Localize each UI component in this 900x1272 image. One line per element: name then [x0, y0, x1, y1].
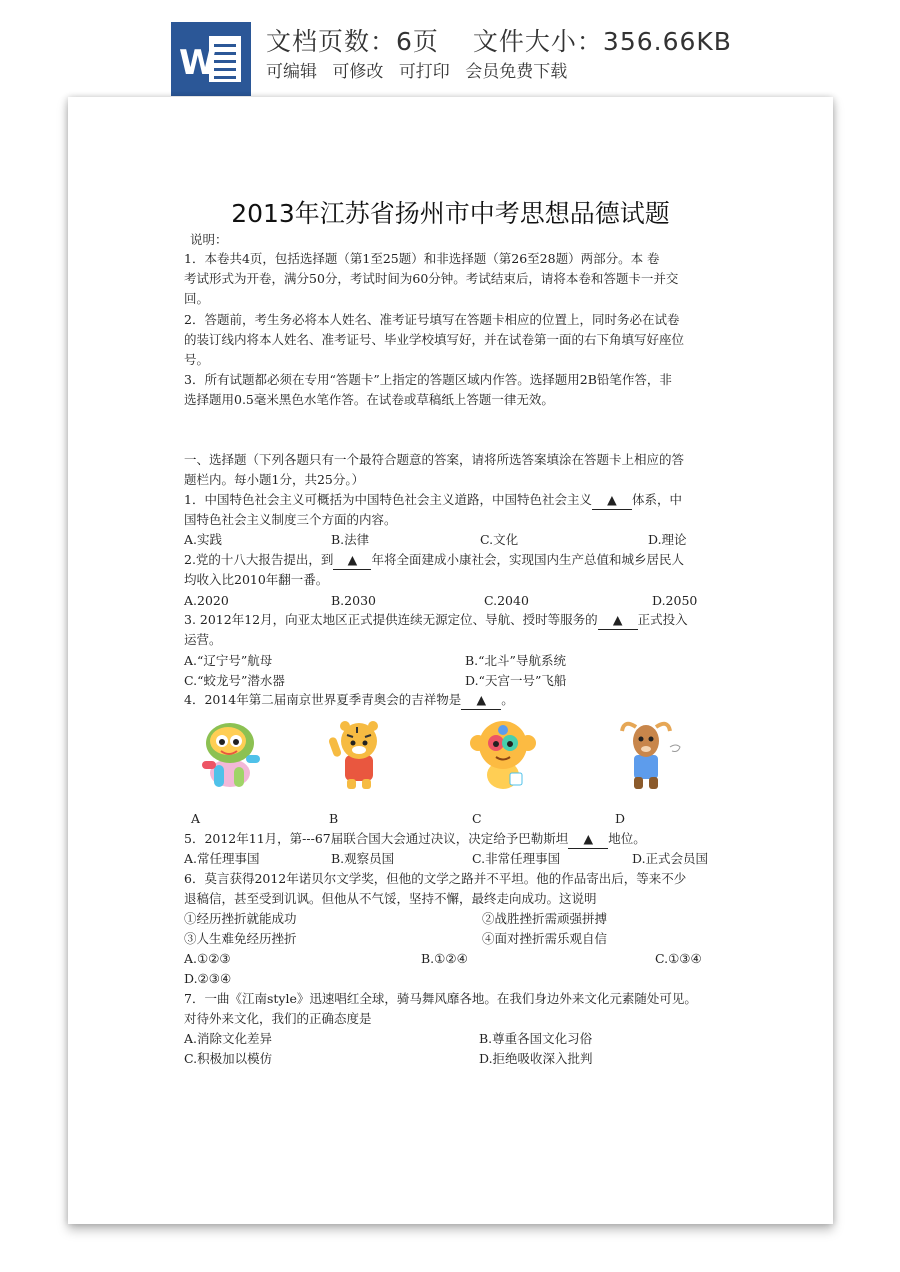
q3-line-1: 3. 2012年12月，向亚太地区正式提供连续无源定位、导航、授时等服务的 ▲ 正式投入	[184, 610, 688, 630]
q3-option-d: D.“天宫一号”飞船	[465, 673, 567, 688]
document-page	[68, 97, 833, 1224]
download-header	[0, 0, 900, 98]
q3-option-b: B.“北斗”导航系统	[465, 653, 566, 668]
q5-line-1: 5．2012年11月，第---67届联合国大会通过决议，决定给予巴勒斯坦 ▲ 地位。	[184, 829, 646, 849]
q3-option-c: C.“蛟龙号”潜水器	[184, 673, 285, 688]
q1-option-c: C.文化	[480, 532, 519, 547]
feature-printable: 可打印	[398, 62, 450, 82]
q1-option-a: A.实践	[184, 532, 223, 547]
file-info	[266, 22, 732, 58]
q4-line-1: 4．2014年第二届南京世界夏季青奥会的吉祥物是 ▲ 。	[184, 690, 514, 710]
q7-line-2: 对待外来文化，我们的正确态度是	[184, 1011, 372, 1026]
q6-option-b: B.①②④	[421, 951, 468, 966]
q7-option-c: C.积极加以模仿	[184, 1051, 273, 1066]
q1-option-b: B.法律	[331, 532, 370, 547]
q2-option-d: D.2050	[652, 593, 698, 608]
q5-option-d: D.正式会员国	[632, 851, 709, 866]
q6-option-c: C.①③④	[655, 951, 702, 966]
q2-option-a: A.2020	[184, 593, 229, 608]
q7-option-d: D.拒绝吸收深入批判	[479, 1051, 593, 1066]
note-3-line-2: 选择题用0.5毫米黑色水笔作答。在试卷或草稿纸上答题一律无效。	[184, 392, 554, 407]
note-2-line-1: 2．答题前，考生务必将本人姓名、准考证号填写在答题卡相应的位置上，同时务必在试卷	[184, 312, 680, 327]
q2-answer-blank: ▲	[333, 550, 371, 570]
q3-option-a: A.“辽宁号”航母	[184, 653, 273, 668]
note-2-line-3: 号。	[184, 352, 210, 367]
q2-line-1: 2.党的十八大报告提出，到 ▲ 年将全面建成小康社会，实现国内生产总值和城乡居民人	[184, 550, 684, 570]
page-title: 2013年江苏省扬州市中考思想品德试题	[231, 199, 670, 228]
q5-answer-blank: ▲	[568, 829, 608, 849]
note-3-line-1: 3．所有试题都必须在专用“答题卡”上指定的答题区域内作答。选择题用2B铅笔作答，非	[184, 372, 672, 387]
word-document-icon	[171, 22, 251, 96]
q5-option-c: C.非常任理事国	[472, 851, 561, 866]
svg-text:W: W	[179, 43, 217, 83]
file-size: 文件大小：356.66KB	[472, 27, 732, 56]
note-label: 说明：	[190, 232, 228, 247]
note-2-line-2: 的装订线内将本人姓名、准考证号、毕业学校填写好，并在试卷第一面的右下角填写好座位	[184, 332, 685, 347]
q3-answer-blank: ▲	[598, 610, 638, 630]
q6-option-d: D.②③④	[184, 971, 232, 986]
mascot-a-image	[194, 717, 270, 793]
section-1-heading-line-1: 一、选择题（下列各题只有一个最符合题意的答案，请将所选答案填涂在答题卡上相应的答	[184, 452, 685, 467]
q7-option-a: A.消除文化差异	[184, 1031, 273, 1046]
feature-editable: 可编辑	[266, 62, 317, 82]
q4-answer-blank: ▲	[461, 690, 501, 710]
feature-modifiable: 可修改	[332, 62, 384, 82]
mascot-c-image	[466, 717, 540, 793]
q2-line-2: 均收入比2010年翻一番。	[184, 572, 329, 587]
q1-option-d: D.理论	[648, 532, 687, 547]
q3-line-2: 运营。	[184, 632, 222, 647]
q1-line-2: 国特色社会主义制度三个方面的内容。	[184, 512, 397, 527]
feature-member-download: 会员免费下载	[465, 62, 568, 82]
feature-list	[266, 57, 577, 82]
mascot-d-image	[608, 717, 688, 793]
q6-item-3: ③人生难免经历挫折	[184, 931, 297, 946]
q5-option-a: A.常任理事国	[184, 851, 260, 866]
q6-item-1: ①经历挫折就能成功	[184, 911, 297, 926]
mascot-b-image	[325, 717, 393, 793]
section-1-heading-line-2: 题栏内。每小题1分，共25分。）	[184, 472, 365, 487]
q2-option-b: B.2030	[331, 593, 376, 608]
q6-line-1: 6．莫言获得2012年诺贝尔文学奖，但他的文学之路并不平坦。他的作品寄出后，等来不少	[184, 871, 687, 886]
q6-option-a: A.①②③	[184, 951, 231, 966]
note-1-line-3: 回。	[184, 291, 210, 306]
q6-item-2: ②战胜挫折需顽强拼搏	[482, 911, 608, 926]
q4-label-d: D	[615, 811, 626, 826]
q4-label-c: C	[472, 811, 482, 826]
note-1-line-1: 1．本卷共4页，包括选择题（第1至25题）和非选择题（第26至28题）两部分。本 卷	[184, 251, 660, 266]
q4-label-a: A	[191, 811, 201, 826]
page-count: 文档页数：6页	[266, 27, 439, 56]
q7-line-1: 7．一曲《江南style》迅速唱红全球，骑马舞风靡各地。在我们身边外来文化元素随处可见。	[184, 991, 697, 1006]
q6-item-4: ④面对挫折需乐观自信	[482, 931, 608, 946]
q5-option-b: B.观察员国	[331, 851, 395, 866]
q1-answer-blank: ▲	[592, 490, 632, 510]
q7-option-b: B.尊重各国文化习俗	[479, 1031, 593, 1046]
q4-label-b: B	[329, 811, 339, 826]
q6-line-2: 退稿信，甚至受到讥讽。但他从不气馁，坚持不懈，最终走向成功。这说明	[184, 891, 597, 906]
note-1-line-2: 考试形式为开卷，满分50分，考试时间为60分钟。考试结束后，请将本卷和答题卡一并交	[184, 271, 679, 286]
q2-option-c: C.2040	[484, 593, 529, 608]
q1-line-1: 1．中国特色社会主义可概括为中国特色社会主义道路，中国特色社会主义 ▲ 体系，中	[184, 490, 682, 510]
